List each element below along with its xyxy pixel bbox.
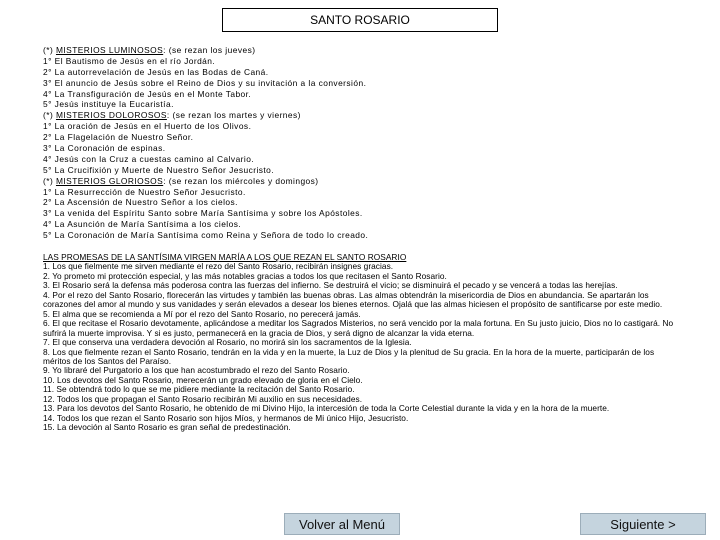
mystery-item: 3° El anuncio de Jesús sobre el Reino de Dios y su invitación a la conversión. (43, 77, 367, 88)
promises-section (43, 253, 675, 433)
mystery-item: 3° La Coronación de espinas. (43, 143, 166, 154)
promises-heading: LAS PROMESAS DE LA SANTÍSIMA VIRGEN MARÍA A LOS QUE REZAN EL SANTO ROSARIO (43, 252, 407, 262)
mystery-group-days: : (se rezan los miércoles y domingos) (163, 175, 319, 186)
mystery-item: 4° Jesús con la Cruz a cuestas camino al Calvario. (43, 153, 255, 164)
promise-item: 11. Se obtendrá todo lo que se me pidiere mediante la recitación del Santo Rosario. (43, 384, 355, 395)
mystery-item: 2° La Flagelación de Nuestro Señor. (43, 132, 194, 143)
promise-item: 9. Yo libraré del Purgatorio a los que han acostumbrado el rezo del Santo Rosario. (43, 365, 350, 376)
mystery-group-days: : (se rezan los martes y viernes) (166, 110, 301, 121)
mysteries-list (43, 45, 683, 241)
promise-item: 3. El Rosario será la defensa más poderosa contra las fuerzas del infierno. Se destruirá el vicio; se disminuirá el pecado y se vencerá a todas las herejías. (43, 280, 618, 291)
mystery-item: 1° La oración de Jesús en el Huerto de los Olivos. (43, 121, 252, 132)
promise-item: 12. Todos los que propagan el Santo Rosario recibirán Mi auxilio en sus necesidades. (43, 393, 363, 404)
mystery-prefix: (*) (43, 110, 56, 121)
promise-item: 8. Los que fielmente rezan el Santo Rosario, tendrán en la vida y en la muerte, la Luz de Dios y la plenitud de Su gracia. En la hora de la muerte, participarán de los méritos de los Santos del Paraíso. (43, 346, 655, 366)
promise-item: 6. El que recitase el Rosario devotamente, aplicándose a meditar los Sagrados Misterios, no será vencido por la mala fortuna. En Su justo juicio, Dios no lo castigará. No sufrirá la muerte improvisa. Y si es justo, permanecerá en la gracia de Dios, y será digno de alcanzar la vida eterna. (43, 318, 674, 338)
mystery-group-heading (43, 176, 683, 187)
promises-list (43, 262, 675, 432)
promise-item: 4. Por el rezo del Santo Rosario, florecerán las virtudes y también las buenas obras. Las almas obtendrán la misericordia de Dios en abundancia. Se apartarán los corazones del amor al mundo y sus vanidades y serán elevados a desear los bienes eternos. Ojalá que las almas hiciesen el propósito de santificarse por este medio. (43, 289, 663, 310)
promise-item: 15. La devoción al Santo Rosario es gran señal de predestinación. (43, 422, 291, 433)
promise-item: 14. Todos los que rezan el Santo Rosario son hijos Míos, y hermanos de Mi único Hijo, Jesucristo. (43, 412, 409, 423)
page-title: SANTO ROSARIO (222, 8, 498, 32)
mystery-item: 2° La autorrevelación de Jesús en las Bodas de Caná. (43, 66, 269, 77)
promise-item: 1. Los que fielmente me sirven mediante el rezo del Santo Rosario, recibirán insignes gracias. (43, 261, 394, 272)
promise-item: 10. Los devotos del Santo Rosario, merecerán un grado elevado de gloria en el Cielo. (43, 374, 363, 385)
next-button[interactable]: Siguiente > (580, 513, 706, 535)
mystery-item: 5° La Crucifixión y Muerte de Nuestro Señor Jesucristo. (43, 164, 275, 175)
mystery-group-days: : (se rezan los jueves) (163, 45, 256, 55)
mystery-item: 5° Jesús instituye la Eucaristía. (43, 99, 174, 110)
mystery-item: 5° La Coronación de María Santísima como Reina y Señora de todo lo creado. (43, 230, 369, 241)
back-to-menu-button[interactable]: Volver al Menú (284, 513, 400, 535)
mystery-group-heading (43, 110, 683, 121)
mystery-group-title: MISTERIOS DOLOROSOS (55, 110, 167, 121)
mystery-item: 2° La Ascensión de Nuestro Señor a los cielos. (43, 197, 238, 208)
mystery-item: 4° La Asunción de María Santísima a los cielos. (43, 219, 242, 230)
promise-item: 2. Yo prometo mi protección especial, y las más notables gracias a todos los que recitasen el Santo Rosario. (43, 270, 447, 281)
mystery-prefix: (*) (43, 175, 56, 186)
mystery-prefix: (*) (43, 45, 56, 55)
mystery-group-title: MISTERIOS GLORIOSOS (55, 175, 164, 186)
mystery-group-heading (43, 45, 683, 56)
mystery-item: 3° La venida del Espíritu Santo sobre María Santísima y sobre los Apóstoles. (43, 208, 363, 219)
promise-item: 7. El que conserva una verdadera devoción al Rosario, no morirá sin los sacramentos de la Iglesia. (43, 337, 412, 348)
mystery-item: 1° La Resurrección de Nuestro Señor Jesucristo. (43, 186, 246, 197)
mystery-item: 1° El Bautismo de Jesús en el río Jordán. (43, 55, 216, 66)
promise-item: 13. Para los devotos del Santo Rosario, he obtenido de mi Divino Hijo, la intercesión de toda la Corte Celestial durante la vida y en la hora de la muerte. (43, 403, 610, 414)
mystery-item: 4° La Transfiguración de Jesús en el Monte Tabor. (43, 88, 252, 99)
promise-item: 5. El alma que se recomienda a Mí por el rezo del Santo Rosario, no perecerá jamás. (43, 308, 361, 319)
mystery-group-title: MISTERIOS LUMINOSOS (55, 45, 164, 55)
